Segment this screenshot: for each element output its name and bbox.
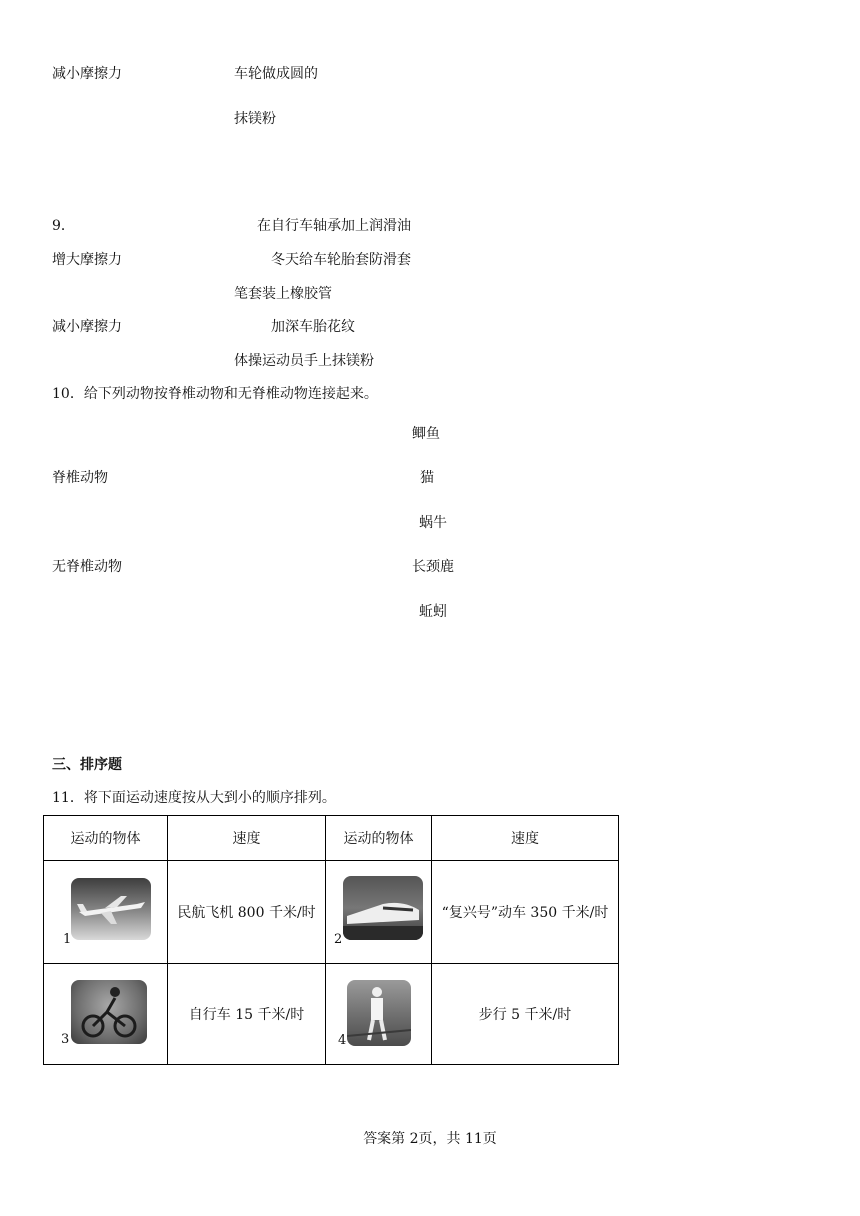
q10-right-item: 蜗牛 (419, 515, 447, 531)
table-row (44, 964, 619, 1065)
page-footer: 答案第 2页，共 11页 (363, 1131, 497, 1147)
q8-right-item: 抹镁粉 (234, 111, 276, 127)
table-row (44, 861, 619, 964)
image-cell (326, 964, 432, 1065)
row-number: 2 (334, 932, 343, 947)
section-heading: 三、排序题 (52, 757, 122, 773)
q10-right-item: 鲫鱼 (412, 426, 440, 442)
airplane-photo-icon (71, 878, 151, 940)
row-number: 1 (63, 932, 72, 947)
q10-prompt: 10．给下列动物按脊椎动物和无脊椎动物连接起来。 (52, 386, 378, 402)
row-number: 3 (61, 1032, 70, 1047)
q9-right-item: 体操运动员手上抹镁粉 (234, 353, 374, 369)
q9-number: 9． (52, 218, 75, 234)
q11-prompt: 11．将下面运动速度按从大到小的顺序排列。 (52, 790, 336, 806)
q9-right-item: 笔套装上橡胶管 (234, 286, 332, 302)
speed-cell: “复兴号”动车 350 千米/时 (432, 861, 619, 964)
walking-person-photo-icon (347, 980, 411, 1046)
q8-left-label: 减小摩擦力 (52, 66, 122, 82)
speed-cell: 自行车 15 千米/时 (168, 964, 326, 1065)
speed-table (43, 815, 619, 1065)
row-number: 4 (338, 1033, 347, 1048)
table-header-row (44, 816, 619, 861)
q10-left-label: 无脊椎动物 (52, 559, 122, 575)
table-header-cell: 运动的物体 (326, 816, 432, 861)
image-cell (44, 861, 168, 964)
q9-left-label: 增大摩擦力 (52, 252, 122, 268)
q9-right-item: 加深车胎花纹 (271, 319, 355, 335)
cyclist-photo-icon (71, 980, 147, 1044)
q10-left-label: 脊椎动物 (52, 470, 108, 486)
q10-right-item: 蚯蚓 (419, 604, 447, 620)
bullet-train-photo-icon (343, 876, 423, 940)
image-cell (44, 964, 168, 1065)
q8-right-item: 车轮做成圆的 (234, 66, 318, 82)
table-header-cell: 速度 (168, 816, 326, 861)
speed-cell: 步行 5 千米/时 (432, 964, 619, 1065)
q10-right-item: 长颈鹿 (412, 559, 454, 575)
q10-right-item: 猫 (420, 470, 434, 486)
q9-left-label: 减小摩擦力 (52, 319, 122, 335)
q9-right-item: 冬天给车轮胎套防滑套 (271, 252, 411, 268)
speed-cell: 民航飞机 800 千米/时 (168, 861, 326, 964)
table-header-cell: 速度 (432, 816, 619, 861)
q9-right-item: 在自行车轴承加上润滑油 (257, 218, 411, 234)
table-header-cell: 运动的物体 (44, 816, 168, 861)
image-cell (326, 861, 432, 964)
